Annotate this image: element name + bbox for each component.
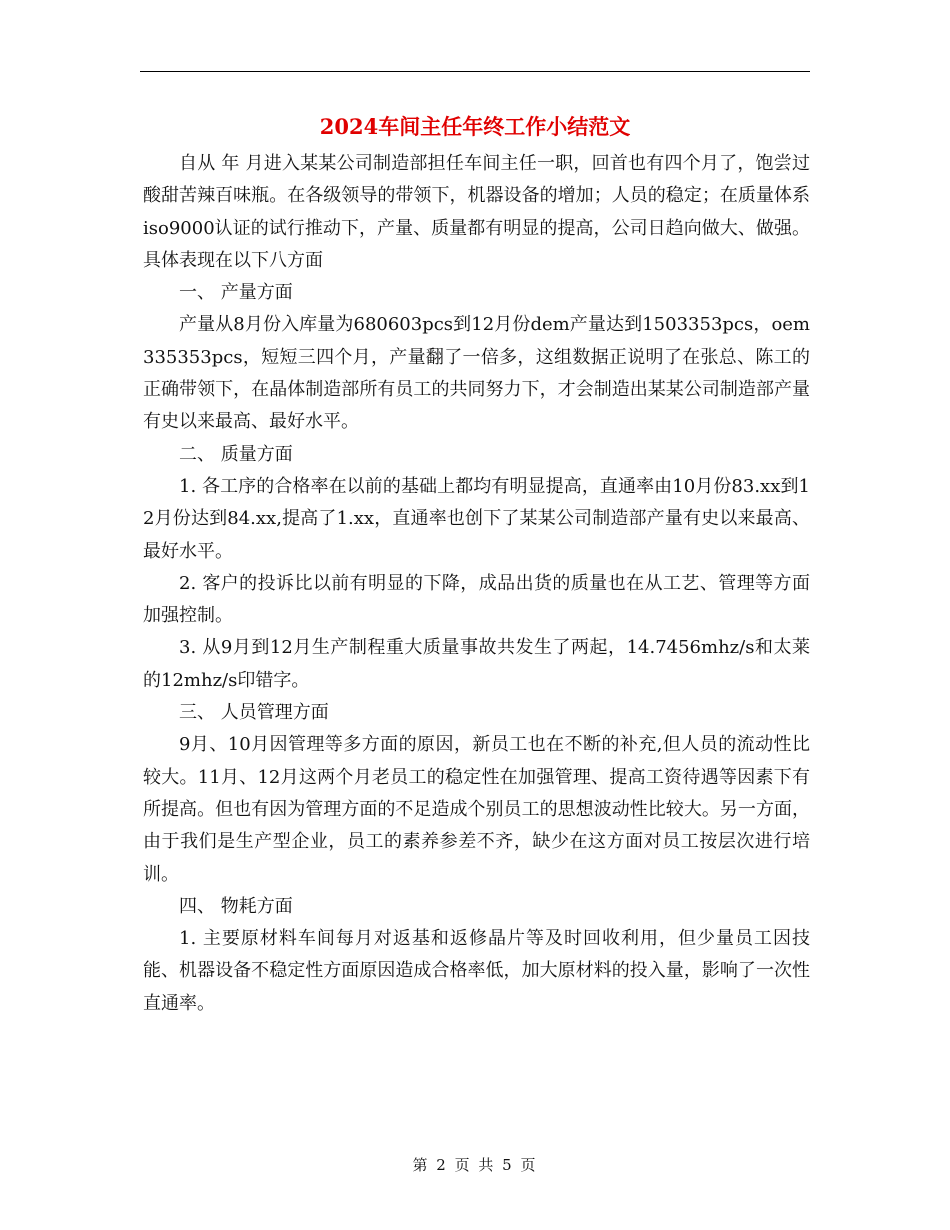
page-number: 第 2 页 共 5 页 — [412, 1156, 538, 1174]
intro-paragraph: 自从 年 月进入某某公司制造部担任车间主任一职，回首也有四个月了，饱尝过酸甜苦辣百味瓶。在各级领导的带领下，机器设备的增加；人员的稳定；在质量体系iso9000认证的试行推动下，产量、质量都有明显的提高，公司日趋向做大、做强。具体表现在以下八方面 — [143, 153, 810, 271]
materials-item-1: 1. 主要原材料车间每月对返基和返修晶片等及时回收利用，但少量员工因技能、机器设备不稳定性方面原因造成合格率低，加大原材料的投入量，影响了一次性直通率。 — [143, 928, 810, 1014]
section-heading-materials: 四、 物耗方面 — [179, 895, 293, 917]
section-heading-output: 一、 产量方面 — [179, 282, 293, 304]
personnel-paragraph: 9月、10月因管理等多方面的原因，新员工也在不断的补充,但人员的流动性比较大。11月、12月这两个月老员工的稳定性在加强管理、提高工资待遇等因素下有所提高。但也有因为管理方面的不足造成个别员工的思想波动性比较大。另一方面，由于我们是生产型企业，员工的素养参差不齐，缺少在这方面对员工按层次进行培训。 — [143, 734, 810, 885]
quality-item-3: 3. 从9月到12月生产制程重大质量事故共发生了两起，14.7456mhz/s和太莱的12mhz/s印错字。 — [143, 637, 810, 691]
header-rule — [140, 71, 810, 72]
section-heading-quality: 二、 质量方面 — [179, 443, 293, 465]
section-heading-personnel: 三、 人员管理方面 — [179, 702, 329, 724]
quality-item-1: 1. 各工序的合格率在以前的基础上都均有明显提高，直通率由10月份83.xx到12月份达到84.xx,提高了1.xx，直通率也创下了某某公司制造部产量有史以来最高、最好水平。 — [143, 475, 810, 562]
quality-item-2: 2. 客户的投诉比以前有明显的下降，成品出货的质量也在从工艺、管理等方面加强控制。 — [143, 572, 810, 627]
output-paragraph: 产量从8月份入库量为680603pcs到12月份dem产量达到1503353pcs，oem335353pcs，短短三四个月，产量翻了一倍多，这组数据正说明了在张总、陈工的正确带领下，在晶体制造部所有员工的共同努力下，才会制造出某某公司制造部产量有史以来最高、最好水平。 — [143, 314, 810, 433]
document-title: 2024车间主任年终工作小结范文 — [319, 114, 631, 139]
document-body — [143, 148, 810, 1020]
